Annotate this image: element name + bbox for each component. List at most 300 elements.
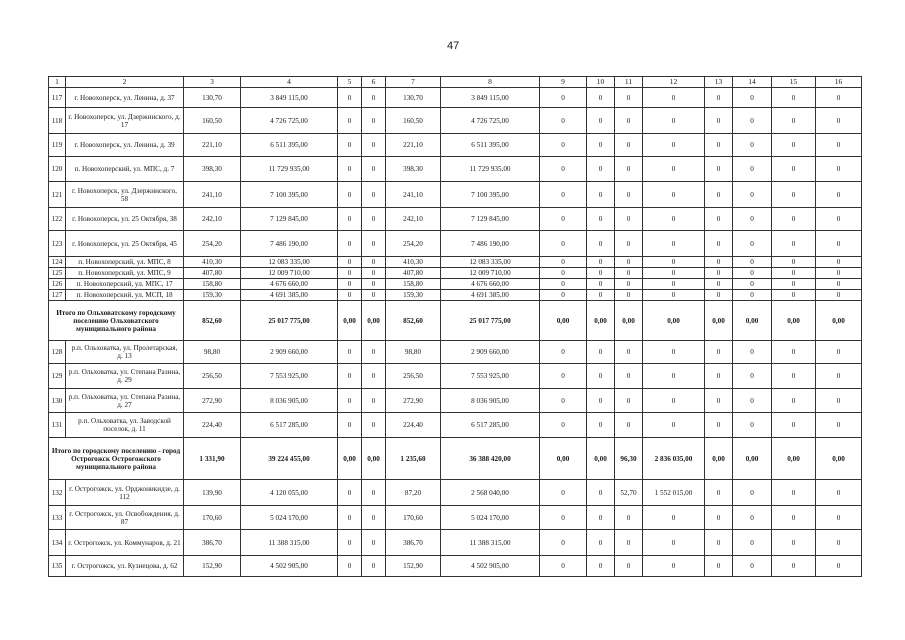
value-cell: 0 [540,364,587,389]
table-row [49,208,862,231]
value-cell: 4 691 385,00 [441,290,540,301]
value-cell: 0 [338,556,362,577]
value-cell: 0 [615,134,643,157]
value-cell: 0 [772,108,816,134]
value-cell: 0 [733,182,772,208]
value-cell: 0 [615,88,643,108]
address-cell: г. Новохоперск, ул. 25 Октября, 38 [66,208,184,231]
column-number-header: 4 [241,77,338,88]
subtotal-cell: 0,00 [587,301,615,341]
subtotal-row [49,438,862,480]
value-cell: 0 [587,208,615,231]
value-cell: 6 511 395,00 [441,134,540,157]
value-cell: 170,60 [184,506,241,530]
value-cell: 0 [816,134,862,157]
value-cell: 0 [705,134,733,157]
value-cell: 0 [587,364,615,389]
value-cell: 0 [362,257,386,268]
value-cell: 158,80 [386,279,441,290]
value-cell: 12 083 335,00 [241,257,338,268]
value-cell: 0 [643,413,705,438]
value-cell: 139,90 [184,480,241,506]
value-cell: 241,10 [386,182,441,208]
value-cell: 256,50 [184,364,241,389]
value-cell: 0 [772,480,816,506]
value-cell: 0 [643,506,705,530]
value-cell: 0 [362,157,386,182]
value-cell: 410,30 [184,257,241,268]
address-cell: п. Новохоперский, ул. МПС, 17 [66,279,184,290]
column-number-header: 11 [615,77,643,88]
value-cell: 0 [615,182,643,208]
value-cell: 0 [705,413,733,438]
value-cell: 0 [540,480,587,506]
value-cell: 0 [338,257,362,268]
value-cell: 0 [816,279,862,290]
row-number-cell: 135 [49,556,66,577]
address-cell: п. Новохоперский, ул. МСП, 18 [66,290,184,301]
subtotal-cell: 1 235,60 [386,438,441,480]
value-cell: 159,30 [184,290,241,301]
subtotal-cell: 25 017 775,00 [441,301,540,341]
value-cell: 0 [705,231,733,257]
value-cell: 0 [643,389,705,413]
value-cell: 0 [816,389,862,413]
column-number-header: 1 [49,77,66,88]
value-cell: 12 083 335,00 [441,257,540,268]
value-cell: 87,20 [386,480,441,506]
value-cell: 0 [643,108,705,134]
table-row [49,364,862,389]
table-row [49,530,862,556]
subtotal-cell: 0,00 [816,438,862,480]
row-number-cell: 118 [49,108,66,134]
value-cell: 4 502 905,00 [241,556,338,577]
value-cell: 0 [816,506,862,530]
value-cell: 4 726 725,00 [441,108,540,134]
value-cell: 0 [643,88,705,108]
value-cell: 0 [733,413,772,438]
value-cell: 0 [705,157,733,182]
value-cell: 0 [338,157,362,182]
column-number-header: 15 [772,77,816,88]
address-cell: г. Новохоперск, ул. Ленина, д. 39 [66,134,184,157]
value-cell: 4 120 055,00 [241,480,338,506]
value-cell: 12 009 710,00 [441,268,540,279]
subtotal-cell: 0,00 [705,301,733,341]
row-number-cell: 134 [49,530,66,556]
value-cell: 6 517 285,00 [241,413,338,438]
table-row [49,257,862,268]
column-number-header: 3 [184,77,241,88]
value-cell: 6 511 395,00 [241,134,338,157]
value-cell: 0 [615,257,643,268]
value-cell: 0 [772,530,816,556]
value-cell: 221,10 [386,134,441,157]
value-cell: 0 [587,389,615,413]
value-cell: 0 [338,108,362,134]
value-cell: 4 726 725,00 [241,108,338,134]
value-cell: 0 [733,231,772,257]
value-cell: 7 100 395,00 [441,182,540,208]
value-cell: 0 [772,389,816,413]
value-cell: 0 [338,530,362,556]
value-cell: 0 [816,257,862,268]
value-cell: 0 [643,556,705,577]
value-cell: 7 486 190,00 [441,231,540,257]
value-cell: 254,20 [386,231,441,257]
housing-register-table [48,76,862,577]
subtotal-cell: 0,00 [643,301,705,341]
address-cell: г. Новохоперск, ул. Дзержинского, д. 17 [66,108,184,134]
value-cell: 0 [338,341,362,364]
column-number-header: 2 [66,77,184,88]
value-cell: 398,30 [386,157,441,182]
value-cell: 0 [587,480,615,506]
value-cell: 224,40 [184,413,241,438]
subtotal-cell: 0,00 [615,301,643,341]
value-cell: 8 036 905,00 [241,389,338,413]
value-cell: 0 [816,88,862,108]
value-cell: 0 [705,290,733,301]
value-cell: 410,30 [386,257,441,268]
column-number-header: 16 [816,77,862,88]
row-number-cell: 133 [49,506,66,530]
address-cell: п. Новохоперский, ул. МПС, 9 [66,268,184,279]
value-cell: 0 [733,108,772,134]
address-cell: г. Новохоперск, ул. 25 Октября, 45 [66,231,184,257]
row-number-cell: 127 [49,290,66,301]
value-cell: 242,10 [184,208,241,231]
value-cell: 7 553 925,00 [441,364,540,389]
value-cell: 0 [362,231,386,257]
value-cell: 0 [816,208,862,231]
value-cell: 0 [816,182,862,208]
subtotal-cell: 1 331,90 [184,438,241,480]
table-row [49,134,862,157]
value-cell: 0 [540,134,587,157]
value-cell: 0 [362,279,386,290]
value-cell: 0 [587,231,615,257]
value-cell: 11 388 315,00 [441,530,540,556]
value-cell: 0 [540,556,587,577]
value-cell: 0 [643,257,705,268]
row-number-cell: 122 [49,208,66,231]
value-cell: 0 [362,341,386,364]
value-cell: 0 [772,231,816,257]
value-cell: 0 [540,208,587,231]
value-cell: 272,90 [386,389,441,413]
subtotal-cell: 0,00 [338,438,362,480]
column-number-header: 8 [441,77,540,88]
address-cell: р.п. Ольховатка, ул. Пролетарская, д. 13 [66,341,184,364]
value-cell: 242,10 [386,208,441,231]
column-number-header: 10 [587,77,615,88]
subtotal-cell: 0,00 [362,438,386,480]
value-cell: 0 [338,268,362,279]
value-cell: 0 [733,556,772,577]
value-cell: 0 [338,279,362,290]
value-cell: 0 [816,108,862,134]
value-cell: 160,50 [184,108,241,134]
value-cell: 0 [643,208,705,231]
row-number-cell: 129 [49,364,66,389]
value-cell: 0 [362,480,386,506]
page-number: 47 [447,40,460,52]
value-cell: 0 [705,389,733,413]
row-number-cell: 132 [49,480,66,506]
value-cell: 7 100 395,00 [241,182,338,208]
column-number-header: 7 [386,77,441,88]
value-cell: 4 676 660,00 [241,279,338,290]
value-cell: 0 [772,506,816,530]
value-cell: 0 [540,157,587,182]
value-cell: 0 [615,364,643,389]
value-cell: 130,70 [386,88,441,108]
value-cell: 98,80 [184,341,241,364]
value-cell: 0 [816,268,862,279]
value-cell: 0 [705,279,733,290]
value-cell: 0 [362,413,386,438]
table-row [49,480,862,506]
value-cell: 0 [772,279,816,290]
subtotal-cell: 0,00 [587,438,615,480]
table-row [49,108,862,134]
value-cell: 0 [772,290,816,301]
value-cell: 0 [733,290,772,301]
value-cell: 0 [615,108,643,134]
value-cell: 0 [733,268,772,279]
value-cell: 0 [733,506,772,530]
value-cell: 0 [733,157,772,182]
value-cell: 0 [615,268,643,279]
value-cell: 0 [816,480,862,506]
value-cell: 0 [705,257,733,268]
value-cell: 5 024 170,00 [441,506,540,530]
value-cell: 0 [733,530,772,556]
column-number-header: 9 [540,77,587,88]
subtotal-cell: 0,00 [733,438,772,480]
address-cell: р.п. Ольховатка, ул. Степана Разина, д. 29 [66,364,184,389]
value-cell: 0 [338,182,362,208]
row-number-cell: 130 [49,389,66,413]
value-cell: 0 [772,257,816,268]
subtotal-cell: 39 224 455,00 [241,438,338,480]
value-cell: 0 [587,134,615,157]
value-cell: 0 [587,88,615,108]
row-number-cell: 119 [49,134,66,157]
value-cell: 0 [772,182,816,208]
value-cell: 0 [338,389,362,413]
value-cell: 0 [362,389,386,413]
value-cell: 0 [587,506,615,530]
address-cell: г. Острогожск, ул. Освобождения, д. 87 [66,506,184,530]
value-cell: 0 [816,364,862,389]
value-cell: 0 [338,506,362,530]
value-cell: 0 [615,389,643,413]
value-cell: 407,80 [184,268,241,279]
value-cell: 0 [705,480,733,506]
subtotal-label: Итого по Ольховатскому городскому поселению Ольховатского муниципального района [49,301,184,341]
value-cell: 0 [772,364,816,389]
table-row [49,389,862,413]
row-number-cell: 126 [49,279,66,290]
subtotal-cell: 0,00 [362,301,386,341]
value-cell: 2 909 660,00 [241,341,338,364]
value-cell: 0 [733,134,772,157]
value-cell: 1 552 015,00 [643,480,705,506]
table-row [49,413,862,438]
value-cell: 3 849 115,00 [241,88,338,108]
row-number-cell: 124 [49,257,66,268]
value-cell: 0 [733,208,772,231]
address-cell: г. Острогожск, ул. Коммунаров, д. 21 [66,530,184,556]
value-cell: 0 [705,182,733,208]
value-cell: 0 [705,530,733,556]
row-number-cell: 123 [49,231,66,257]
value-cell: 0 [643,157,705,182]
subtotal-cell: 0,00 [816,301,862,341]
value-cell: 4 502 905,00 [441,556,540,577]
subtotal-label: Итого по городскому поселению - город Острогожск Острогожского муниципального района [49,438,184,480]
value-cell: 0 [772,134,816,157]
value-cell: 0 [643,279,705,290]
value-cell: 0 [338,364,362,389]
value-cell: 0 [362,364,386,389]
value-cell: 11 729 935,00 [441,157,540,182]
value-cell: 0 [587,108,615,134]
value-cell: 0 [733,364,772,389]
value-cell: 0 [772,88,816,108]
subtotal-cell: 0,00 [338,301,362,341]
value-cell: 0 [540,257,587,268]
value-cell: 0 [615,341,643,364]
value-cell: 0 [338,208,362,231]
value-cell: 11 729 935,00 [241,157,338,182]
subtotal-cell: 96,30 [615,438,643,480]
value-cell: 0 [540,530,587,556]
value-cell: 0 [587,556,615,577]
value-cell: 0 [733,480,772,506]
table-row [49,556,862,577]
address-cell: р.п. Ольховатка, ул. Заводской поселок, д. 11 [66,413,184,438]
subtotal-cell: 0,00 [733,301,772,341]
value-cell: 170,60 [386,506,441,530]
value-cell: 152,90 [386,556,441,577]
value-cell: 0 [816,413,862,438]
value-cell: 0 [540,268,587,279]
value-cell: 130,70 [184,88,241,108]
value-cell: 0 [705,208,733,231]
value-cell: 5 024 170,00 [241,506,338,530]
value-cell: 0 [338,134,362,157]
value-cell: 0 [540,108,587,134]
value-cell: 4 676 660,00 [441,279,540,290]
value-cell: 0 [643,134,705,157]
value-cell: 0 [540,389,587,413]
value-cell: 0 [772,556,816,577]
row-number-cell: 121 [49,182,66,208]
subtotal-row [49,301,862,341]
value-cell: 0 [362,268,386,279]
column-number-header-row [49,77,862,88]
value-cell: 0 [587,413,615,438]
column-number-header: 6 [362,77,386,88]
table-row [49,157,862,182]
value-cell: 0 [705,556,733,577]
value-cell: 0 [705,268,733,279]
value-cell: 0 [338,88,362,108]
value-cell: 7 129 845,00 [241,208,338,231]
value-cell: 52,70 [615,480,643,506]
value-cell: 0 [643,268,705,279]
address-cell: п. Новохоперский, ул. МПС, 8 [66,257,184,268]
value-cell: 0 [643,364,705,389]
value-cell: 0 [705,506,733,530]
value-cell: 0 [816,157,862,182]
value-cell: 152,90 [184,556,241,577]
row-number-cell: 120 [49,157,66,182]
value-cell: 0 [643,182,705,208]
value-cell: 0 [643,290,705,301]
value-cell: 0 [338,231,362,257]
value-cell: 0 [362,290,386,301]
subtotal-cell: 852,60 [386,301,441,341]
subtotal-cell: 2 836 035,00 [643,438,705,480]
address-cell: г. Новохоперск, ул. Ленина, д. 37 [66,88,184,108]
table-row [49,506,862,530]
row-number-cell: 131 [49,413,66,438]
value-cell: 0 [362,182,386,208]
column-number-header: 13 [705,77,733,88]
value-cell: 0 [540,506,587,530]
value-cell: 407,80 [386,268,441,279]
value-cell: 241,10 [184,182,241,208]
value-cell: 0 [705,341,733,364]
table-row [49,290,862,301]
value-cell: 0 [338,480,362,506]
value-cell: 0 [816,290,862,301]
column-number-header: 5 [338,77,362,88]
address-cell: г. Острогожск, ул. Орджоникидзе, д. 112 [66,480,184,506]
value-cell: 0 [362,208,386,231]
row-number-cell: 125 [49,268,66,279]
value-cell: 0 [362,506,386,530]
value-cell: 0 [587,290,615,301]
value-cell: 2 568 040,00 [441,480,540,506]
value-cell: 0 [615,413,643,438]
subtotal-cell: 0,00 [772,301,816,341]
value-cell: 0 [362,108,386,134]
value-cell: 224,40 [386,413,441,438]
table-row [49,182,862,208]
value-cell: 386,70 [386,530,441,556]
value-cell: 0 [733,341,772,364]
value-cell: 0 [540,290,587,301]
table-row [49,268,862,279]
value-cell: 0 [772,208,816,231]
value-cell: 0 [615,530,643,556]
value-cell: 0 [338,290,362,301]
value-cell: 0 [540,88,587,108]
table-row [49,88,862,108]
value-cell: 98,80 [386,341,441,364]
value-cell: 0 [587,257,615,268]
value-cell: 0 [587,341,615,364]
value-cell: 0 [705,108,733,134]
value-cell: 0 [772,157,816,182]
value-cell: 0 [587,157,615,182]
